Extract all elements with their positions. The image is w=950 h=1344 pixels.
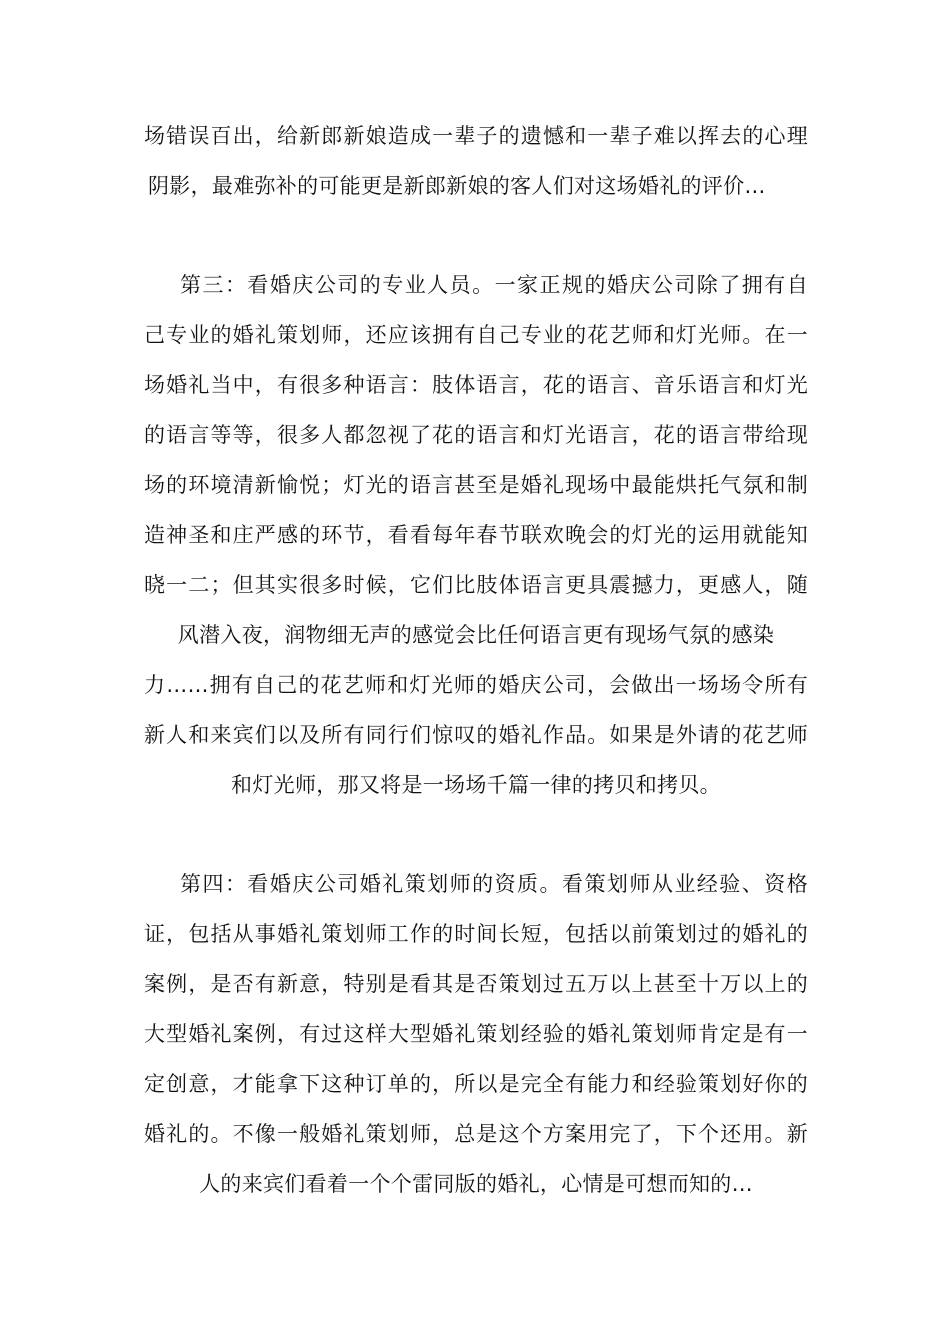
paragraph-3-line-4: 大型婚礼案例，有过这样大型婚礼策划经验的婚礼策划师肯定是有一: [144, 1022, 808, 1046]
paragraph-2-line-7: 晓一二；但其实很多时候，它们比肢体语言更具震撼力，更感人，随: [144, 573, 808, 597]
paragraph-2-line-10: 新人和来宾们以及所有同行们惊叹的婚礼作品。如果是外请的花艺师: [144, 723, 808, 747]
paragraph-2-line-5: 场的环境清新愉悦；灯光的语言甚至是婚礼现场中最能烘托气氛和制: [144, 473, 808, 497]
paragraph-2-line-6: 造神圣和庄严感的环节，看看每年春节联欢晚会的灯光的运用就能知: [144, 523, 808, 547]
paragraph-1-line-1: 场错误百出，给新郎新娘造成一辈子的遗憾和一辈子难以挥去的心理: [144, 124, 808, 148]
paragraph-1-line-2: 阴影，最难弥补的可能更是新郎新娘的客人们对这场婚礼的评价…: [148, 174, 766, 198]
paragraph-2-line-3: 场婚礼当中，有很多种语言：肢体语言，花的语言、音乐语言和灯光: [144, 373, 808, 397]
paragraph-2-line-11: 和灯光师，那又将是一场场千篇一律的拷贝和拷贝。: [231, 773, 721, 797]
paragraph-3-line-7: 人的来宾们看着一个个雷同版的婚礼，心情是可想而知的…: [199, 1172, 753, 1196]
paragraph-3-line-3: 案例，是否有新意，特别是看其是否策划过五万以上甚至十万以上的: [144, 972, 808, 996]
paragraph-3-line-6: 婚礼的。不像一般婚礼策划师，总是这个方案用完了，下个还用。新: [144, 1122, 808, 1146]
paragraph-2-line-8: 风潜入夜，润物细无声的感觉会比任何语言更有现场气氛的感染: [177, 623, 775, 647]
paragraph-3-line-2: 证，包括从事婚礼策划师工作的时间长短，包括以前策划过的婚礼的: [144, 922, 808, 946]
paragraph-2-line-2: 己专业的婚礼策划师，还应该拥有自己专业的花艺师和灯光师。在一: [144, 323, 808, 347]
paragraph-2-line-1: 第三：看婚庆公司的专业人员。一家正规的婚庆公司除了拥有自: [180, 273, 808, 297]
paragraph-3-line-1: 第四：看婚庆公司婚礼策划师的资质。看策划师从业经验、资格: [180, 872, 808, 896]
paragraph-3-line-5: 定创意，才能拿下这种订单的，所以是完全有能力和经验策划好你的: [144, 1072, 808, 1096]
paragraph-2-line-9: 力……拥有自己的花艺师和灯光师的婚庆公司，会做出一场场令所有: [144, 673, 808, 697]
paragraph-2-line-4: 的语言等等，很多人都忽视了花的语言和灯光语言，花的语言带给现: [144, 423, 808, 447]
